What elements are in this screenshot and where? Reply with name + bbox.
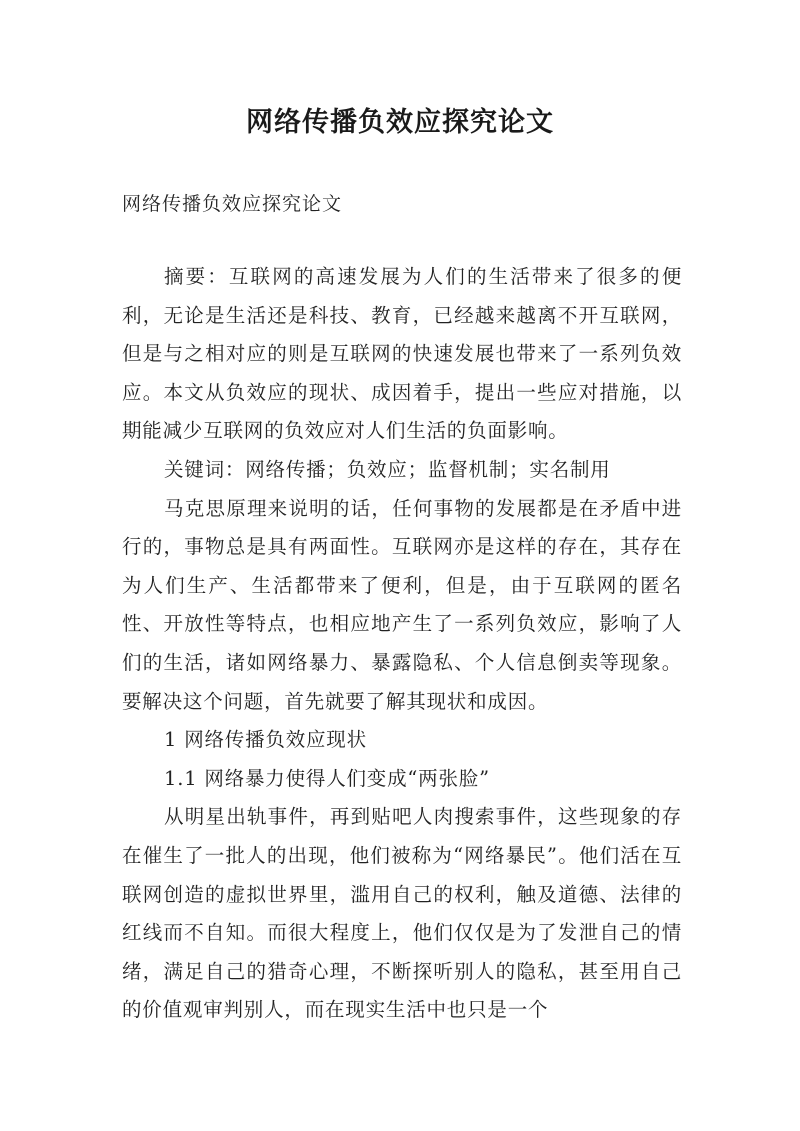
- keywords-paragraph: 关键词：网络传播；负效应；监督机制；实名制用: [164, 457, 611, 481]
- abstract-paragraph: 摘要：互联网的高速发展为人们的生活带来了很多的便利，无论是生活还是科技、教育，已经越来越离不开互联网，但是与之相对应的则是互联网的快速发展也带来了一系列负效应。本文从负效应的现状、成因着手，提出一些应对措施，以期能减少互联网的负效应对人们生活的负面影响。: [122, 265, 682, 443]
- subsection-heading: 1.1 网络暴力使得人们变成“两张脸”: [164, 766, 490, 790]
- document-title: 网络传播负效应探究论文: [246, 107, 554, 138]
- body-paragraph: 从明星出轨事件，再到贴吧人肉搜索事件，这些现象的存在催生了一批人的出现，他们被称为“网络暴民”。他们活在互联网创造的虚拟世界里，滥用自己的权利，触及道德、法律的红线而不自知。而很大程度上，他们仅仅是为了发泄自己的情绪，满足自己的猎奇心理，不断探听别人的隐私，甚至用自己的价值观审判别人，而在现实生活中也只是一个: [122, 805, 682, 1022]
- section-heading: 1 网络传播负效应现状: [164, 728, 367, 752]
- document-subtitle: 网络传播负效应探究论文: [122, 193, 343, 215]
- document-body: [122, 258, 682, 1030]
- intro-paragraph: 马克思原理来说明的话，任何事物的发展都是在矛盾中进行的，事物总是具有两面性。互联网亦是这样的存在，其存在为人们生产、生活都带来了便利，但是，由于互联网的匿名性、开放性等特点，也相应地产生了一系列负效应，影响了人们的生活，诸如网络暴力、暴露隐私、个人信息倒卖等现象。要解决这个问题，首先就要了解其现状和成因。: [122, 496, 682, 713]
